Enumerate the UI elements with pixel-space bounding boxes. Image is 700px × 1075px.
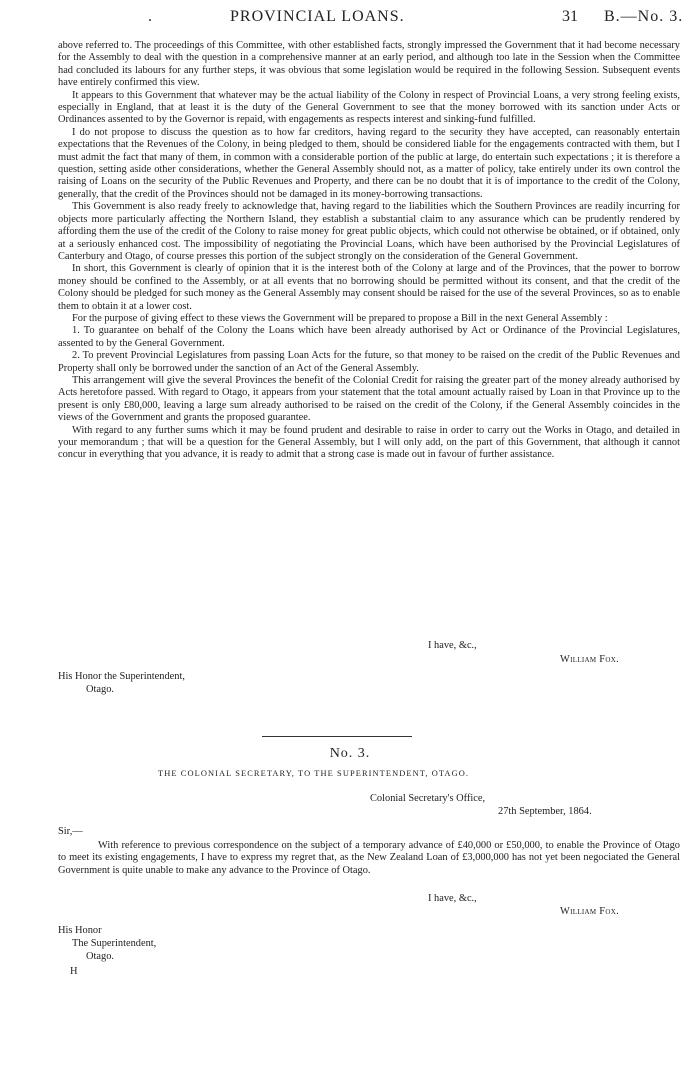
letter-2-date: 27th September, 1864. — [498, 806, 592, 817]
letter-2-signature: William Fox. — [560, 906, 619, 917]
letter-2-body — [58, 840, 680, 877]
page-number: 31 — [562, 8, 578, 25]
section-heading: THE COLONIAL SECRETARY, TO THE SUPERINTENDENT, OTAGO. — [158, 769, 470, 778]
document-reference: B.—No. 3. — [604, 8, 684, 25]
letter-2-addressee: His Honor — [58, 925, 102, 936]
running-title: PROVINCIAL LOANS. — [230, 8, 405, 25]
section-number: No. 3. — [329, 746, 371, 761]
paragraph: With reference to previous correspondence on the subject of a temporary advance of £40,000 or £50,000, to enable the Province of Otago to meet its existing engagements, I have to express my regret that, as the New Zealand Loan of £3,000,000 has not yet been negociated the General Government is quite unable to make any advance to the Province of Otago. — [58, 840, 680, 876]
paragraph: This arrangement will give the several Provinces the benefit of the Colonial Credit for raising the greater part of the money already authorised by Acts heretofore passed. With regard to Otago, it appears from your statement that the total amount actually raised by Loan in that Province up to the present is only £80,000, leaving a large sum already authorised to be raised on the credit of the Colony, if the General Assembly coincides in the views of the Government and grants the proposed guarantee. — [58, 374, 680, 424]
paragraph: With regard to any further sums which it may be found prudent and desirable to raise in order to carry out the Works in Otago, and detailed in your memorandum ; that will be a question for the General Assembly, but I will only add, on the part of this Government, that although it cannot concur in everything that you advance, it is ready to admit that a strong case is made out in favour of further assistance. — [58, 424, 680, 461]
header-dot: . — [148, 8, 152, 25]
paragraph: above referred to. The proceedings of this Committee, with other established facts, strongly impressed the Government that it had become necessary for the Assembly to deal with the question in a comprehensive manner at an early period, and although too late in the Session when the Committee had concluded its labours for any further steps, it was obvious that some legislation would be required in the following Session. Subsequent events have entirely confirmed this view. — [58, 40, 680, 89]
list-item: 2. To prevent Provincial Legislatures from passing Loan Acts for the future, so that money to be raised on the credit of the Public Revenues and Property shall only be borrowed under the sanction of an Act of the General Assembly. — [58, 350, 680, 374]
page-header — [0, 8, 700, 30]
paragraph: It appears to this Government that whatever may be the actual liability of the Colony in respect of Provincial Loans, a very strong feeling exists, especially in England, that at least it is the duty of the General Government to see that the money borrowed with its sanction under Acts or Ordinances assented to by the Governor is repaid, with engagements as respects interest and sinking-fund fulfilled. — [58, 89, 680, 126]
signature-mark: H — [70, 966, 78, 977]
letter-2-addressee-title: The Superintendent, — [72, 938, 157, 949]
paragraph: I do not propose to discuss the question as to how far creditors, having regard to the security they have accepted, can reasonably entertain expectations that the Revenues of the Colony, in being pledged to them, should be considered liable for the engagements contracted with them, but I must admit the fact that many of them, in common with a considerable portion of the public at large, do entertain such expectations ; it is therefore a question, setting aside other considerations, whether the General Assembly should not, as a matter of policy, take entirely under its own control the raising of Loans on the security of the Public Revenues and Property, and there can be no doubt that it is of importance to the credit of the Colony, generally, that the credit of the Provinces should not be damaged in its money-borrowing transactions. — [58, 126, 680, 200]
paragraph: For the purpose of giving effect to these views the Government will be prepared to propose a Bill in the next General Assembly : — [72, 312, 608, 324]
letter-1-addressee: His Honor the Superintendent, — [58, 671, 185, 682]
letter-1-signature: William Fox. — [560, 654, 619, 665]
letter-1-body — [58, 40, 680, 462]
letter-2-office: Colonial Secretary's Office, — [370, 793, 486, 804]
paragraph: This Government is also ready freely to acknowledge that, having regard to the liabilities which the Southern Provinces are readily incurring for objects more particularly affecting the Northern Island, they establish a substantial claim to any assurance which can be prudently rendered by affording them the use of the credit of the Colony to raise money for great public objects, which could not otherwise be obtained, or if obtained, only at a seriously enhanced cost. The impossibility of negotiating the Provincial Loans, which have been authorised by the Provincial Legislatures of Canterbury and Otago, of course presses this portion of the subject strongly on the consideration of the General Government. — [58, 201, 680, 262]
letter-2-addressee-place: Otago. — [86, 951, 114, 962]
letter-1-addressee-place: Otago. — [86, 684, 114, 695]
section-divider — [262, 736, 412, 737]
letter-1-closing: I have, &c., — [428, 640, 477, 651]
paragraph: In short, this Government is clearly of opinion that it is the interest both of the Colony at large and of the Provinces, that the power to borrow money should be confined to the Assembly, or at all events that no borrowing should be permitted without its consent, and that the credit of the Colony should be pledged for such money as the General Assembly may consent should be raised for the use of the several Provinces, so as to enable them to obtain it at a lower cost. — [58, 263, 680, 312]
letter-2-salutation: Sir,— — [58, 826, 83, 837]
list-item: 1. To guarantee on behalf of the Colony the Loans which have been already authorised by Act or Ordinance of the Provincial Legislatures, assented to by the General Government. — [58, 325, 680, 349]
letter-2-closing: I have, &c., — [428, 893, 477, 904]
